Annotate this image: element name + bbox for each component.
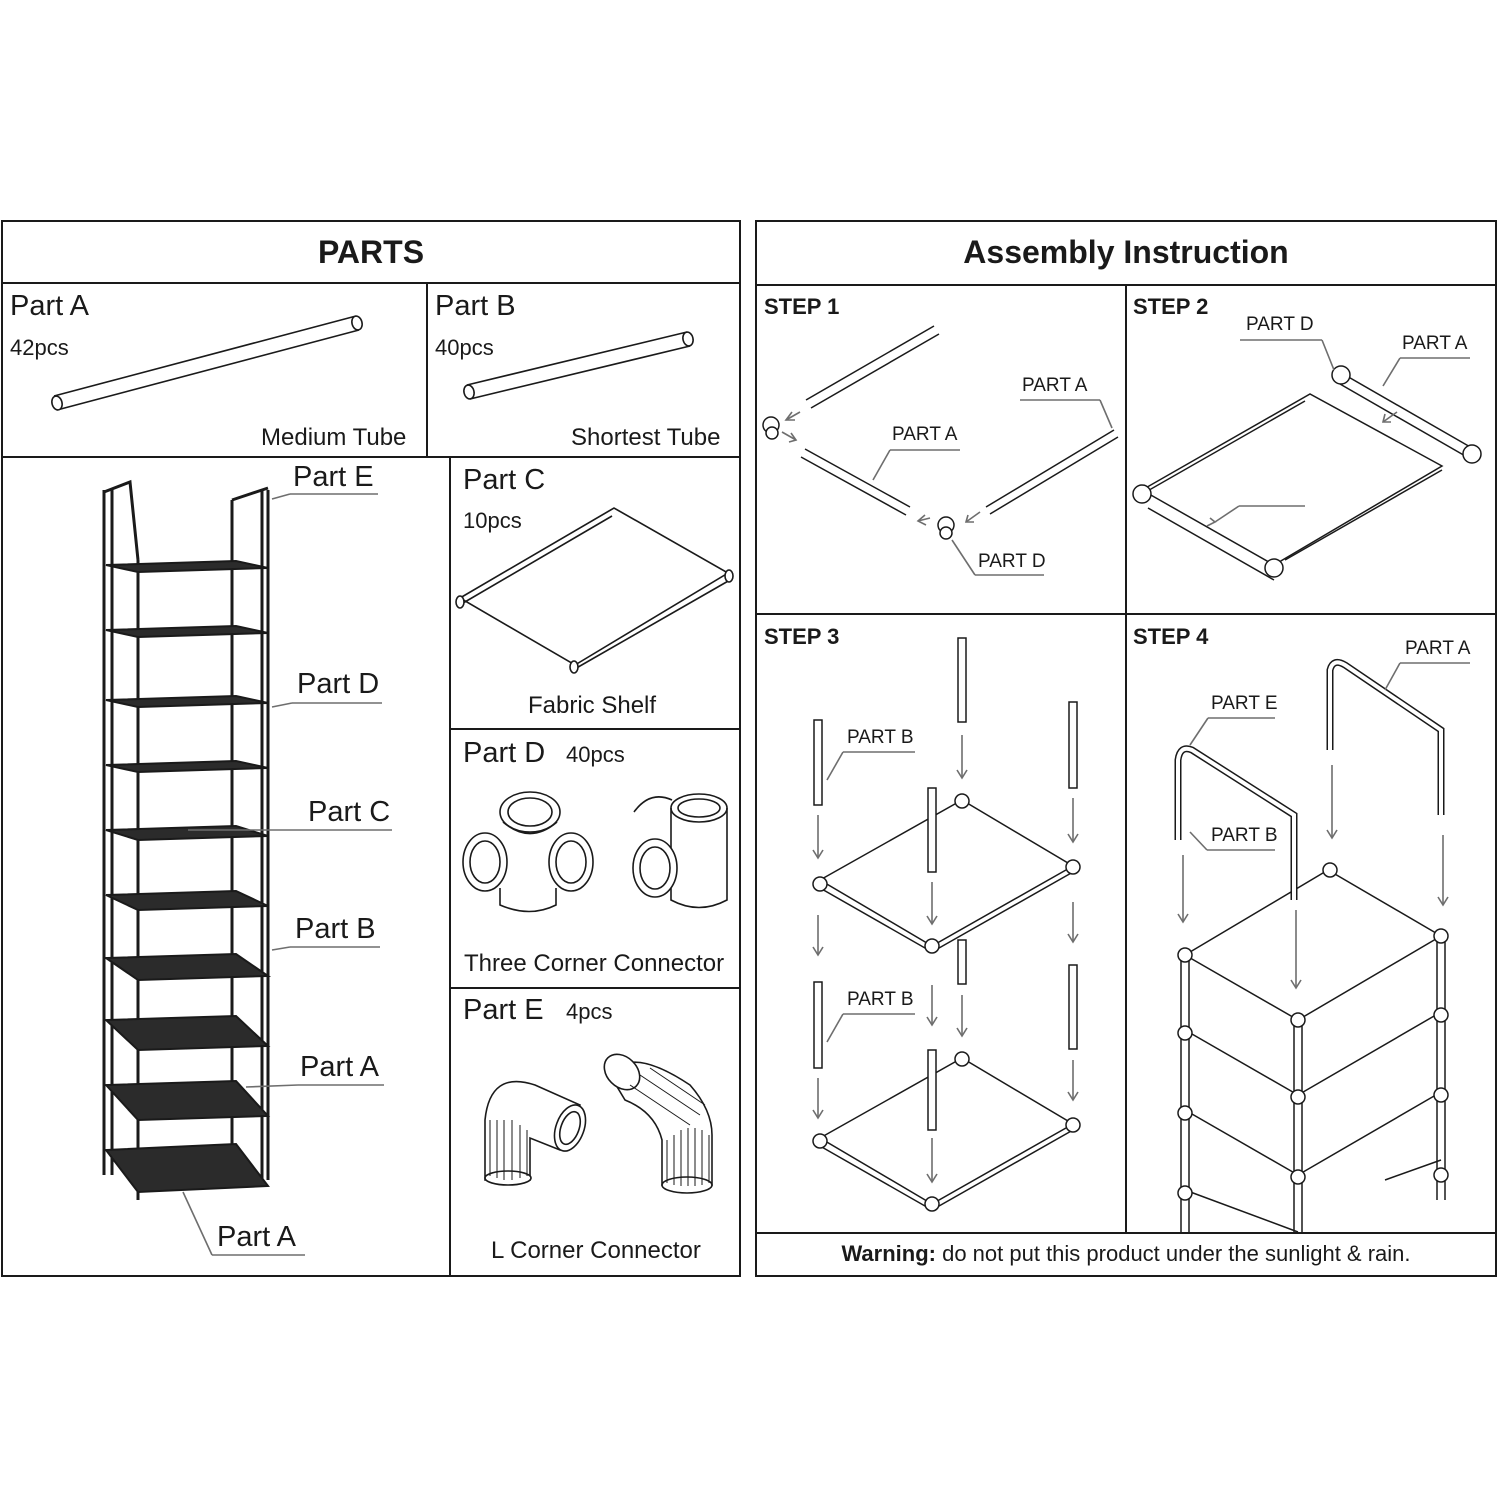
warning-text: do not put this product under the sunlight & rain. <box>935 1241 1411 1266</box>
step-4-diagram <box>1178 662 1448 1233</box>
step-2-part-a: PART A <box>1402 333 1468 354</box>
part-a-label: Part A <box>10 290 89 322</box>
rack-callout-part-d: Part D <box>297 668 380 700</box>
part-e-count: 4pcs <box>566 999 613 1024</box>
step-4-part-b: PART B <box>1211 825 1278 846</box>
part-b-count: 40pcs <box>435 335 494 360</box>
part-c-label: Part C <box>463 464 546 496</box>
part-d-label: Part D <box>463 737 546 769</box>
step-1-diagram <box>763 326 1118 539</box>
assembly-title: Assembly Instruction <box>963 234 1289 270</box>
part-c-count: 10pcs <box>463 508 522 533</box>
step-1-part-d: PART D <box>978 551 1046 572</box>
rack-callout-part-b: Part B <box>295 913 376 945</box>
rack-callout-part-e: Part E <box>293 461 374 493</box>
step-3-label: STEP 3 <box>764 624 840 649</box>
step-1-part-a-right: PART A <box>1022 375 1088 396</box>
part-e-name: L Corner Connector <box>491 1237 701 1264</box>
part-b-name: Shortest Tube <box>571 424 721 451</box>
part-a-name: Medium Tube <box>261 424 407 451</box>
step-3-part-b-lower: PART B <box>847 989 914 1010</box>
step-4-label: STEP 4 <box>1133 624 1209 649</box>
warning-label: Warning: <box>841 1241 936 1266</box>
part-d-count: 40pcs <box>566 742 625 767</box>
step-2-diagram <box>1133 366 1481 580</box>
step-1-part-a-left: PART A <box>892 424 958 445</box>
step-3-part-b-upper: PART B <box>847 727 914 748</box>
part-b-label: Part B <box>435 290 516 322</box>
part-c-name: Fabric Shelf <box>528 692 657 719</box>
part-e-label: Part E <box>463 994 544 1026</box>
step-4-part-e: PART E <box>1211 693 1278 714</box>
step-1-label: STEP 1 <box>764 294 840 319</box>
step-3-diagram <box>813 638 1080 1211</box>
rack-callout-part-a-upper: Part A <box>300 1051 379 1083</box>
parts-title: PARTS <box>317 234 425 270</box>
part-d-name: Three Corner Connector <box>464 950 725 977</box>
step-4-part-a: PART A <box>1405 638 1471 659</box>
rack-callout-part-a-lower: Part A <box>217 1221 296 1253</box>
rack-callout-part-c: Part C <box>308 796 391 828</box>
part-a-count: 42pcs <box>10 335 69 360</box>
step-2-part-d: PART D <box>1246 314 1314 335</box>
step-2-label: STEP 2 <box>1133 294 1209 319</box>
